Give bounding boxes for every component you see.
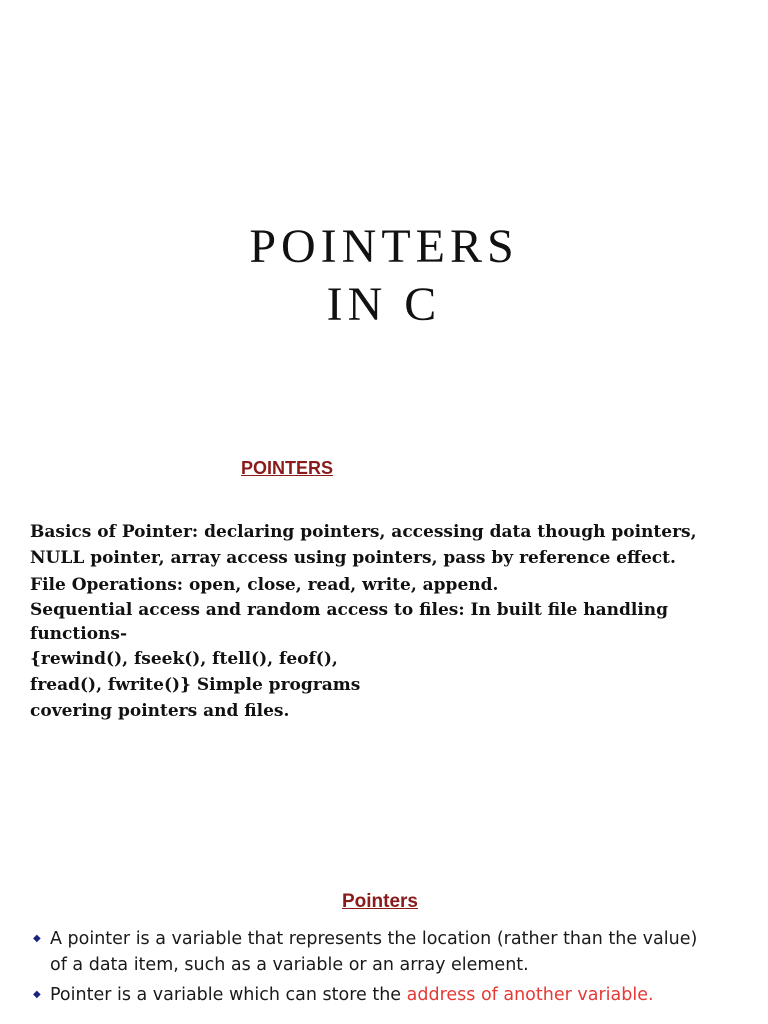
syllabus-line: {rewind(), fseek(), ftell(), feof(), xyxy=(30,648,338,669)
syllabus-heading: POINTERS xyxy=(241,458,334,478)
syllabus-line: fread(), fwrite()} Simple programs xyxy=(30,675,361,696)
syllabus-line: File Operations: open, close, read, write, append. xyxy=(30,574,499,595)
bullet-list xyxy=(33,926,713,1012)
diamond-bullet-icon: ◆ xyxy=(33,933,41,944)
highlighted-text: address of another variable. xyxy=(406,985,654,1005)
list-item xyxy=(33,926,713,978)
bullet-text: Pointer is a variable which can store the xyxy=(50,985,407,1005)
title-line-1: POINTERS xyxy=(249,220,519,273)
pointers-heading: Pointers xyxy=(341,891,419,912)
syllabus-text xyxy=(30,519,740,725)
title-line-2: IN C xyxy=(326,278,442,331)
bullet-text: A pointer is a variable that represents the location (rather than the value) of a data item, such as a variable or an array element. xyxy=(50,929,698,975)
syllabus-line: covering pointers and files. xyxy=(30,701,290,722)
syllabus-line: Sequential access and random access to files: In built file handling functions- xyxy=(30,599,669,644)
slide-title xyxy=(0,218,768,334)
list-item xyxy=(33,982,713,1008)
diamond-bullet-icon: ◆ xyxy=(33,989,41,1000)
syllabus-line: Basics of Pointer: declaring pointers, accessing data though pointers, NULL pointer, array access using pointers, pass by reference effect. xyxy=(30,522,697,569)
